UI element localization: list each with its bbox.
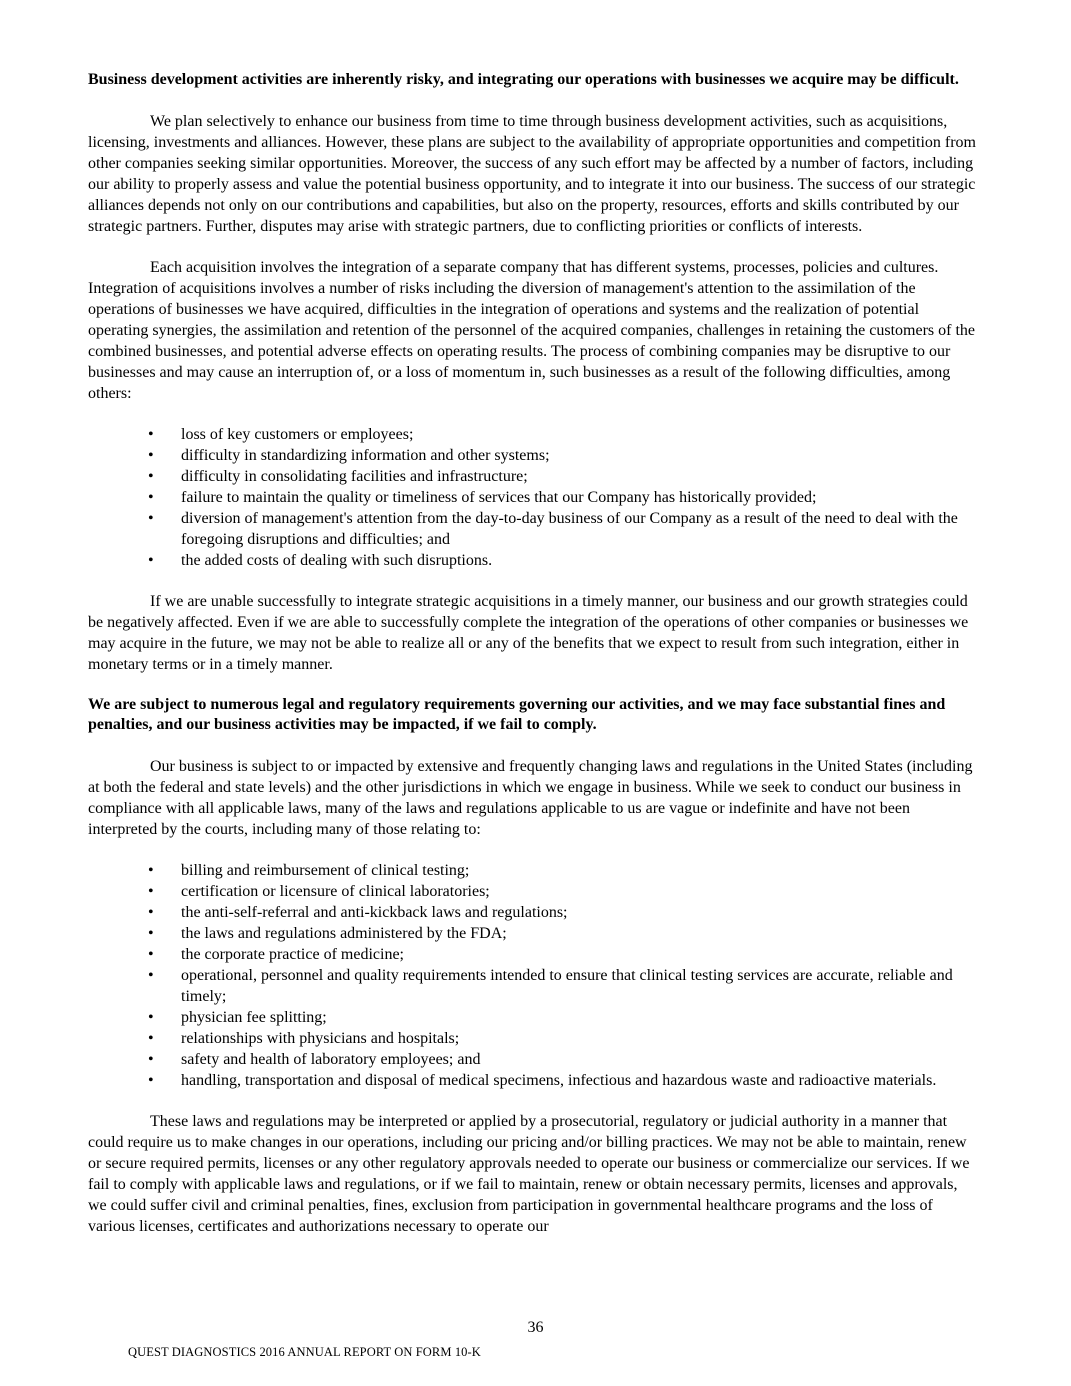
section-heading-business-development: Business development activities are inherently risky, and integrating our operations with businesses we acquire may be difficult.	[88, 71, 959, 88]
paragraph: Each acquisition involves the integration of a separate company that has different systems, processes, policies and cultures. Integration of acquisitions involves a number of risks including the diversion of management's attention to the assimilation of the operations of businesses we have acquired, difficulties in the integration of operations and systems and the realization of potential operating synergies, the assimilation and retention of the personnel of the acquired companies, challenges in retaining the customers of the combined businesses, and potential adverse effects on operating results. The process of combining companies may be disruptive to our businesses and may cause an interruption of, or a loss of momentum in, such businesses as a result of the following difficulties, among others:	[88, 258, 975, 402]
bullet-icon: •	[148, 966, 154, 984]
list-item: • the corporate practice of medicine;	[148, 945, 404, 963]
list-item: • physician fee splitting;	[148, 1008, 327, 1026]
list-item: • difficulty in standardizing information and other systems;	[148, 446, 550, 464]
bullet-icon: •	[148, 903, 154, 921]
list-item: • operational, personnel and quality requirements intended to ensure that clinical testing services are accurate, reliable and timely;	[148, 966, 953, 1005]
list-item: • safety and health of laboratory employees; and	[148, 1050, 481, 1068]
bullet-icon: •	[148, 945, 154, 963]
bullet-icon: •	[148, 882, 154, 900]
document-page	[88, 70, 980, 1237]
bullet-icon: •	[148, 551, 154, 569]
bullet-icon: •	[148, 467, 154, 485]
bullet-icon: •	[148, 509, 154, 527]
list-item: • failure to maintain the quality or timeliness of services that our Company has historically provided;	[148, 488, 817, 506]
bullet-icon: •	[148, 446, 154, 464]
page-number: 36	[527, 1319, 544, 1336]
bullet-icon: •	[148, 1071, 154, 1089]
bullet-icon: •	[148, 425, 154, 443]
bullet-icon: •	[148, 1008, 154, 1026]
paragraph: These laws and regulations may be interpreted or applied by a prosecutorial, regulatory or judicial authority in a manner that could require us to make changes in our operations, including our pricing and/or billing practices. We may not be able to maintain, renew or secure required permits, licenses or any other regulatory approvals needed to operate our business or commercialize our services. If we fail to comply with applicable laws and regulations, or if we fail to maintain, renew or obtain necessary permits, licenses and approvals, we could suffer civil and criminal penalties, fines, exclusion from participation in governmental healthcare programs and the loss of various licenses, certificates and authorizations necessary to operate our	[88, 1112, 970, 1235]
list-item: • relationships with physicians and hospitals;	[148, 1029, 460, 1047]
bullet-icon: •	[148, 924, 154, 942]
list-item: • handling, transportation and disposal of medical specimens, infectious and hazardous waste and radioactive materials.	[148, 1071, 937, 1089]
list-item: • billing and reimbursement of clinical testing;	[148, 861, 470, 879]
list-item: • the anti-self-referral and anti-kickback laws and regulations;	[148, 903, 568, 921]
bullet-list-acquisition-difficulties	[88, 424, 980, 571]
bullet-list-regulated-areas	[88, 860, 980, 1091]
section-heading-legal-regulatory: We are subject to numerous legal and regulatory requirements governing our activities, and we may face substantial fines and penalties, and our business activities may be impacted, if we fail to comply.	[88, 695, 946, 733]
list-item: • diversion of management's attention from the day-to-day business of our Company as a result of the need to deal with the foregoing disruptions and difficulties; and	[148, 509, 958, 548]
paragraph: Our business is subject to or impacted by extensive and frequently changing laws and regulations in the United States (including at both the federal and state levels) and the other jurisdictions in which we engage in business. While we seek to conduct our business in compliance with all applicable laws, many of the laws and regulations applicable to us are vague or indefinite and have not been interpreted by the courts, including many of those relating to:	[88, 757, 973, 838]
list-item: • loss of key customers or employees;	[148, 425, 414, 443]
paragraph: We plan selectively to enhance our business from time to time through business development activities, such as acquisitions, licensing, investments and alliances. However, these plans are subject to the availability of appropriate opportunities and competition from other companies seeking similar opportunities. Moreover, the success of any such effort may be affected by a number of factors, including our ability to properly assess and value the potential business opportunity, and to integrate it into our business. The success of our strategic alliances depends not only on our contributions and capabilities, but also on the property, resources, efforts and skills contributed by our strategic partners. Further, disputes may arise with strategic partners, due to conflicting priorities or conflicts of interests.	[88, 112, 976, 235]
page-footer: QUEST DIAGNOSTICS 2016 ANNUAL REPORT ON FORM 10-K	[128, 1345, 481, 1359]
list-item: • difficulty in consolidating facilities and infrastructure;	[148, 467, 528, 485]
paragraph: If we are unable successfully to integrate strategic acquisitions in a timely manner, our business and our growth strategies could be negatively affected. Even if we are able to successfully complete the integration of the operations of other companies or businesses we may acquire in the future, we may not be able to realize all or any of the benefits that we expect to result from such integration, either in monetary terms or in a timely manner.	[88, 592, 969, 673]
list-item: • certification or licensure of clinical laboratories;	[148, 882, 490, 900]
list-item: • the added costs of dealing with such disruptions.	[148, 551, 493, 569]
list-item: • the laws and regulations administered by the FDA;	[148, 924, 507, 942]
bullet-icon: •	[148, 1029, 154, 1047]
bullet-icon: •	[148, 1050, 154, 1068]
bullet-icon: •	[148, 488, 154, 506]
bullet-icon: •	[148, 861, 154, 879]
